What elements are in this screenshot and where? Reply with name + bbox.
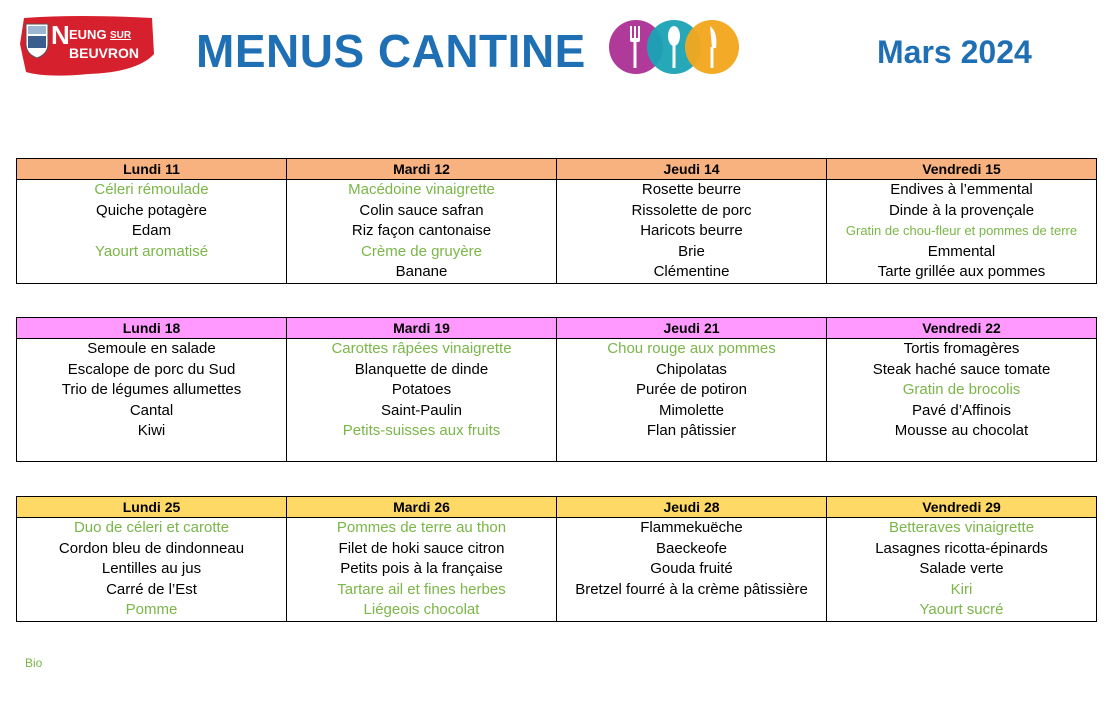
menu-item: Chipolatas	[656, 360, 727, 378]
menu-item: Clémentine	[653, 263, 730, 280]
menu-item: Lentilles au jus	[101, 560, 202, 577]
menu-item: Blanquette de dinde	[354, 360, 489, 378]
week-table-1	[16, 158, 1097, 284]
day-header: Vendredi 15	[827, 159, 1097, 180]
menu-item: Bretzel fourré à la crème pâtissière	[575, 580, 808, 598]
menu-item: Cantal	[129, 401, 174, 419]
day-menu	[557, 339, 827, 462]
menu-item: Endives à l’emmental	[890, 181, 1033, 198]
bio-legend: Bio	[25, 656, 43, 670]
logo-text-top: EUNG	[69, 27, 107, 42]
menu-item: Banane	[395, 263, 448, 280]
menu-item: Quiche potagère	[96, 201, 207, 219]
day-header: Lundi 18	[17, 318, 287, 339]
menu-item: Gratin de chou-fleur et pommes de terre	[845, 223, 1078, 238]
menu-item: Pommes de terre au thon	[336, 519, 507, 536]
week-table-2	[16, 317, 1097, 462]
menu-item: Brie	[678, 242, 705, 260]
menu-item: Mimolette	[658, 401, 725, 419]
menu-item: Tartare ail et fines herbes	[337, 580, 506, 598]
menu-item: Flan pâtissier	[646, 422, 737, 439]
day-menu	[287, 518, 557, 622]
menu-item: Purée de potiron	[636, 381, 747, 398]
page-title: MENUS CANTINE	[196, 25, 586, 77]
menu-item: Mousse au chocolat	[894, 422, 1029, 439]
coat-of-arms-icon	[26, 24, 48, 58]
menu-item: Petits-suisses aux fruits	[342, 422, 501, 439]
menu-item: Salade verte	[919, 560, 1004, 577]
menu-item: Rissolette de porc	[631, 201, 752, 219]
day-header: Lundi 25	[17, 497, 287, 518]
menu-item: Yaourt aromatisé	[94, 242, 209, 260]
logo-text-bottom: BEUVRON	[69, 45, 140, 61]
menu-item: Lasagnes ricotta-épinards	[875, 539, 1048, 557]
menu-item: Saint-Paulin	[381, 401, 462, 419]
menu-item: Betteraves vinaigrette	[888, 519, 1035, 536]
menu-item: Emmental	[927, 242, 996, 260]
day-menu	[17, 339, 287, 462]
day-menu	[827, 180, 1097, 284]
day-menu	[827, 518, 1097, 622]
menu-item: Duo de céleri et carotte	[73, 519, 230, 536]
menu-item: Gratin de brocolis	[902, 381, 1021, 398]
menu-item: Trio de légumes allumettes	[61, 381, 242, 398]
day-menu	[17, 518, 287, 622]
week-header-row	[17, 159, 1097, 180]
menu-item: Cordon bleu de dindonneau	[58, 539, 245, 557]
menu-item: Kiwi	[137, 422, 166, 439]
menu-item: Escalope de porc du Sud	[67, 360, 236, 378]
menu-item: Liégeois chocolat	[363, 601, 480, 618]
menu-item: Kiri	[950, 580, 973, 598]
week-table-3	[16, 496, 1097, 622]
day-header: Jeudi 28	[557, 497, 827, 518]
day-menu	[17, 180, 287, 284]
menu-item: Pomme	[125, 601, 178, 618]
plates-cutlery-icon	[606, 18, 742, 76]
day-header: Mardi 19	[287, 318, 557, 339]
menu-month: Mars 2024	[877, 34, 1032, 70]
menu-item: Pavé d’Affinois	[912, 401, 1011, 419]
day-header: Mardi 12	[287, 159, 557, 180]
menu-item: Tarte grillée aux pommes	[877, 263, 1046, 280]
week-header-row	[17, 497, 1097, 518]
day-header: Mardi 26	[287, 497, 557, 518]
menu-item: Yaourt sucré	[919, 601, 1004, 618]
day-menu	[557, 518, 827, 622]
menu-item: Riz façon cantonaise	[351, 222, 492, 239]
menu-item: Carottes râpées vinaigrette	[331, 340, 512, 357]
menu-item: Chou rouge aux pommes	[607, 340, 776, 357]
menu-item: Carré de l’Est	[106, 580, 197, 598]
menu-item: Rosette beurre	[641, 181, 742, 198]
day-menu	[287, 339, 557, 462]
menu-item: Gouda fruité	[650, 560, 733, 577]
menu-item: Macédoine vinaigrette	[348, 181, 495, 198]
week-header-row	[17, 318, 1097, 339]
logo-letter-n: N	[51, 20, 70, 50]
logo-text-sur: SUR	[110, 30, 132, 41]
menu-item: Potatoes	[391, 381, 452, 398]
menu-item: Steak haché sauce tomate	[872, 360, 1051, 378]
day-header: Jeudi 21	[557, 318, 827, 339]
menu-item: Céleri rémoulade	[94, 181, 209, 198]
menu-item: Petits pois à la française	[340, 560, 503, 577]
menu-item: Filet de hoki sauce citron	[338, 539, 505, 557]
day-header: Vendredi 22	[827, 318, 1097, 339]
menu-item: Baeckeofe	[656, 539, 727, 557]
day-header: Vendredi 29	[827, 497, 1097, 518]
day-menu	[827, 339, 1097, 462]
menu-item: Semoule en salade	[87, 340, 216, 357]
menu-item: Colin sauce safran	[359, 201, 484, 219]
day-menu	[557, 180, 827, 284]
neung-sur-beuvron-logo	[18, 14, 156, 78]
menu-item: Flammekuëche	[640, 519, 743, 536]
menu-item: Crème de gruyère	[361, 242, 482, 260]
menu-item: Edam	[131, 222, 172, 239]
day-header: Lundi 11	[17, 159, 287, 180]
menu-item: Tortis fromagères	[903, 340, 1020, 357]
day-menu	[287, 180, 557, 284]
menu-item: Dinde à la provençale	[888, 201, 1035, 219]
day-header: Jeudi 14	[557, 159, 827, 180]
menu-item: Haricots beurre	[640, 222, 743, 239]
